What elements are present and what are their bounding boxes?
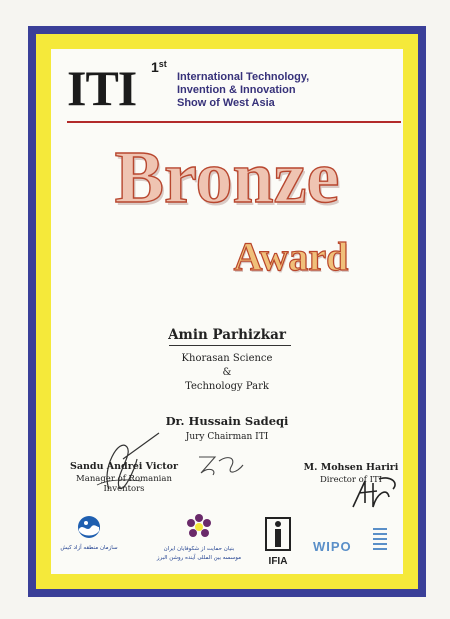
left-signatory-role: Manager of Romanian Inventors [76,474,172,494]
center-signature [193,449,253,481]
wipo-logo [313,523,393,563]
event-title [177,71,309,110]
left-signatory-name: Sandu Andrei Victor [70,461,178,472]
flower-emblem-icon [185,513,213,541]
jury-chairman-name: Dr. Hussain Sadeqi [165,414,289,428]
kish-caption: سازمان منطقه آزاد کیش [60,545,118,551]
right-signatory-name: M. Mohsen Hariri [303,462,399,473]
elites-foundation-logo [149,513,249,571]
organization-line-2: & [222,367,232,378]
edition-suffix: st [158,59,167,69]
edition-ordinal [151,59,167,75]
sponsor-logos [51,509,403,574]
foundation-caption-line-1: بنیان حمایت از شکوفایان ایران [163,546,235,552]
header-divider [67,121,401,123]
wipo-stripes-icon [371,525,389,555]
event-title-line-2: Invention & Innovation [177,84,296,96]
jury-chairman-role: Jury Chairman ITI [185,432,269,442]
certificate-card [51,49,403,574]
wipo-label: WIPO [313,539,352,554]
foundation-caption-line-2: موسسه بین المللی آینده روشن البرز [156,555,242,561]
ifia-label: IFIA [268,556,288,567]
kish-free-zone-logo [59,515,119,570]
award-level-heading: Bronze [114,137,340,219]
recipient-name: Amin Parhizkar [168,327,286,343]
right-signatory-role: Director of ITI [319,475,383,485]
recipient-underline [169,345,291,346]
organization-line-3: Technology Park [185,381,269,392]
iti-logo: ITI [67,60,137,116]
ifia-emblem-icon [265,517,291,551]
organization-line-1: Khorasan Science [181,353,273,364]
event-title-line-3: Show of West Asia [177,97,275,109]
recipient-organization [51,352,403,394]
ifia-logo [258,513,298,571]
award-word-heading: Award [233,234,349,279]
certificate-header [67,59,397,117]
kish-wave-icon [77,515,101,539]
edition-number: 1 [151,59,159,75]
event-title-line-1: International Technology, [177,71,310,83]
